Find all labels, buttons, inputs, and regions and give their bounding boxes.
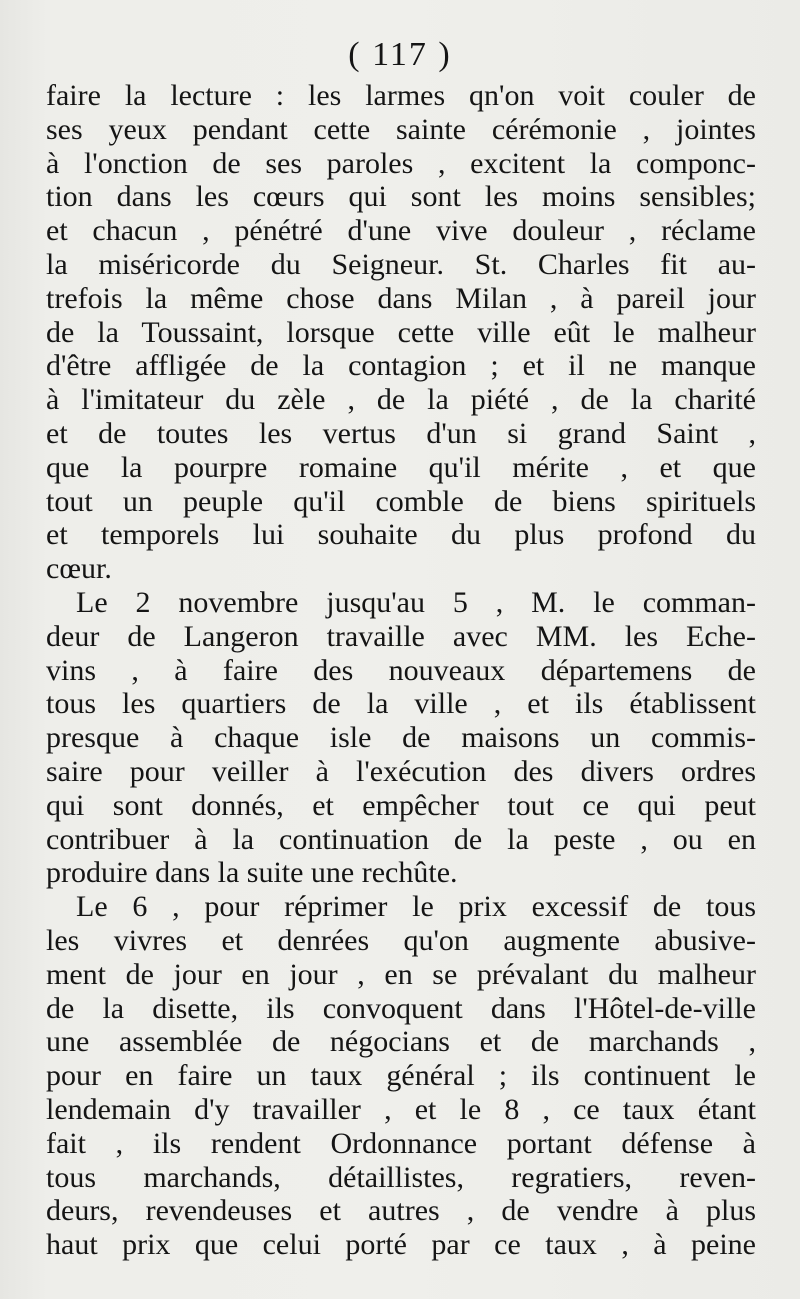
- text-line: tion dans les cœurs qui sont les moins sensibles;: [46, 180, 756, 214]
- text-line: à l'imitateur du zèle , de la piété , de la charité: [46, 383, 756, 417]
- text-line: cœur.: [46, 552, 112, 586]
- text-line: lendemain d'y travailler , et le 8 , ce taux étant: [46, 1092, 756, 1126]
- text-line: ment de jour en jour , en se prévalant du malheur: [46, 957, 756, 991]
- text-line: et de toutes les vertus d'un si grand Saint ,: [46, 416, 756, 450]
- paragraph-2: [46, 586, 756, 890]
- text-line: et chacun , pénétré d'une vive douleur , réclame: [46, 214, 756, 248]
- text-line: que la pourpre romaine qu'il mérite , et que: [46, 450, 756, 484]
- text-line: à l'onction de ses paroles , excitent la componc-: [46, 146, 756, 180]
- text-line: deur de Langeron travaille avec MM. les Eche-: [46, 619, 756, 653]
- page-number: ( 117 ): [348, 36, 452, 73]
- text-line: la miséricorde du Seigneur. St. Charles fit au-: [46, 247, 756, 281]
- text-line: et temporels lui souhaite du plus profond du: [46, 518, 756, 552]
- text-line: de la Toussaint, lorsque cette ville eût le malheur: [46, 315, 756, 349]
- text-line: trefois la même chose dans Milan , à pareil jour: [46, 281, 756, 315]
- text-line: Le 6 , pour réprimer le prix excessif de tous: [76, 890, 756, 924]
- text-line: qui sont donnés, et empêcher tout ce qui peut: [46, 788, 756, 822]
- text-line: pour en faire un taux général ; ils continuent le: [46, 1059, 756, 1093]
- text-line: fait , ils rendent Ordonnance portant défense à: [46, 1126, 756, 1160]
- text-line: une assemblée de négocians et de marchands ,: [46, 1025, 756, 1059]
- text-line: tout un peuple qu'il comble de biens spirituels: [46, 484, 756, 518]
- text-line: produire dans la suite une rechûte.: [46, 856, 458, 890]
- paragraph-1: [46, 79, 756, 586]
- paragraph-3: [46, 890, 756, 1262]
- text-line: tous les quartiers de la ville , et ils établissent: [46, 687, 756, 721]
- text-line: de la disette, ils convoquent dans l'Hôtel-de-ville: [46, 991, 756, 1025]
- text-line: Le 2 novembre jusqu'au 5 , M. le comman-: [76, 585, 756, 619]
- page-body: [46, 79, 756, 1262]
- text-line: faire la lecture : les larmes qn'on voit couler de: [46, 79, 756, 112]
- text-line: haut prix que celui porté par ce taux , à peine: [46, 1228, 756, 1262]
- text-line: tous marchands, détaillistes, regratiers, reven-: [46, 1160, 756, 1194]
- text-line: contribuer à la continuation de la peste , ou en: [46, 822, 756, 856]
- text-line: les vivres et denrées qu'on augmente abusive-: [46, 923, 756, 957]
- text-line: presque à chaque isle de maisons un commis-: [46, 721, 756, 755]
- text-line: saire pour veiller à l'exécution des divers ordres: [46, 754, 756, 788]
- text-line: d'être affligée de la contagion ; et il ne manque: [46, 349, 756, 383]
- text-line: vins , à faire des nouveaux départemens de: [46, 653, 756, 687]
- text-line: ses yeux pendant cette sainte cérémonie , jointes: [46, 112, 756, 146]
- text-line: deurs, revendeuses et autres , de vendre à plus: [46, 1194, 756, 1228]
